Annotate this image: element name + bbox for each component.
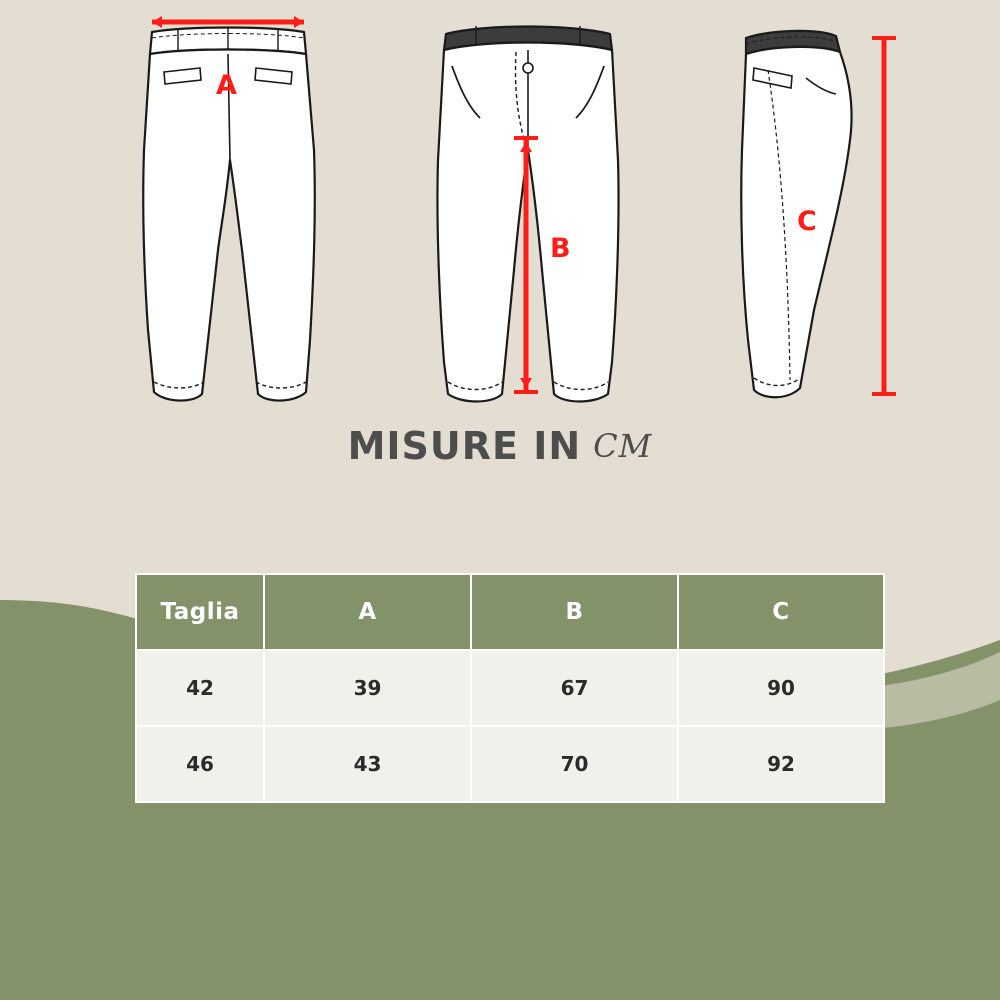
table-header-a: A (264, 574, 471, 650)
pants-side-view (718, 10, 918, 410)
cell-size: 46 (136, 726, 264, 802)
table-header-row (136, 574, 884, 650)
cell-c: 92 (678, 726, 884, 802)
page-title-unit: CM (593, 427, 653, 465)
size-table-wrapper (135, 573, 883, 803)
table-header-c: C (678, 574, 884, 650)
measure-label-a: A (216, 70, 237, 101)
pants-back-view (418, 10, 638, 410)
table-row (136, 726, 884, 802)
illustration-group (0, 0, 1000, 420)
cell-a: 43 (264, 726, 471, 802)
measure-label-c: C (797, 206, 817, 237)
measure-arrow-a (152, 16, 304, 28)
measure-label-b: B (550, 233, 571, 264)
table-row (136, 650, 884, 726)
page-title-main: MISURE IN (347, 424, 582, 468)
size-table (135, 573, 885, 803)
table-header-b: B (471, 574, 678, 650)
cell-b: 70 (471, 726, 678, 802)
cell-size: 42 (136, 650, 264, 726)
cell-b: 67 (471, 650, 678, 726)
cell-a: 39 (264, 650, 471, 726)
cell-c: 90 (678, 650, 884, 726)
table-header-taglia: Taglia (136, 574, 264, 650)
measure-arrow-c (872, 38, 896, 394)
page-title (0, 424, 1000, 468)
